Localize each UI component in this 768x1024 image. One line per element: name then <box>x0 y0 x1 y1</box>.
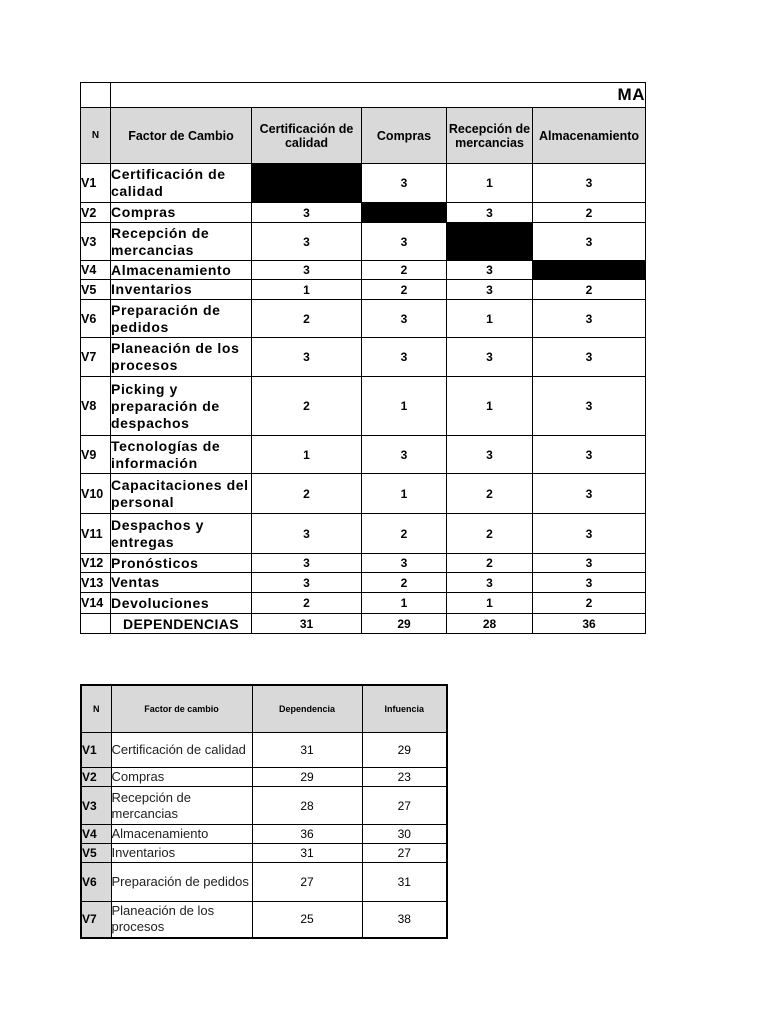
influence-value: 3 <box>533 474 646 514</box>
row-id: V3 <box>81 223 111 261</box>
influence-value: 3 <box>533 573 646 593</box>
row-factor-name: Almacenamiento <box>111 825 252 844</box>
row-id: V4 <box>81 825 111 844</box>
influence-value: 2 <box>533 593 646 614</box>
influence-value: 3 <box>533 377 646 436</box>
row-factor-name: Inventarios <box>111 844 252 863</box>
row-factor-name: Preparación de pedidos <box>111 863 252 902</box>
influence-value: 3 <box>447 261 533 280</box>
influencia-value: 30 <box>362 825 447 844</box>
influence-value: 3 <box>362 436 447 474</box>
summary-row <box>81 733 447 768</box>
row-id: V10 <box>81 474 111 514</box>
diagonal-cell <box>533 261 646 280</box>
matrix-row <box>81 377 646 436</box>
header-recepcion: Recepción de mercancias <box>447 108 533 164</box>
row-id: V1 <box>81 733 111 768</box>
influence-value: 2 <box>533 203 646 223</box>
influence-value: 3 <box>533 223 646 261</box>
influence-value: 3 <box>533 436 646 474</box>
influence-matrix-table <box>80 82 646 634</box>
summary-header-factor: Factor de cambio <box>111 685 252 733</box>
totals-blank-cell <box>81 614 111 634</box>
influence-value: 3 <box>252 261 362 280</box>
matrix-row <box>81 436 646 474</box>
row-factor-name: Compras <box>111 203 252 223</box>
influence-value: 3 <box>362 223 447 261</box>
diagonal-cell <box>252 164 362 203</box>
matrix-row <box>81 338 646 377</box>
total-value: 31 <box>252 614 362 634</box>
totals-label: DEPENDENCIAS <box>111 614 252 634</box>
row-factor-name: Devoluciones <box>111 593 252 614</box>
header-certificacion: Certificación de calidad <box>252 108 362 164</box>
matrix-row <box>81 261 646 280</box>
row-factor-name: Despachos y entregas <box>111 514 252 554</box>
influence-value: 3 <box>252 554 362 573</box>
influence-value: 3 <box>252 573 362 593</box>
matrix-title: MA <box>111 83 646 108</box>
total-value: 36 <box>533 614 646 634</box>
influence-value: 2 <box>362 280 447 300</box>
diagonal-cell <box>362 203 447 223</box>
row-factor-name: Capacitaciones del personal <box>111 474 252 514</box>
row-id: V4 <box>81 261 111 280</box>
matrix-row <box>81 203 646 223</box>
header-n: N <box>81 108 111 164</box>
row-factor-name: Almacenamiento <box>111 261 252 280</box>
header-factor: Factor de Cambio <box>111 108 252 164</box>
dependencia-value: 28 <box>252 787 362 825</box>
summary-header-influencia: Infuencia <box>362 685 447 733</box>
row-factor-name: Tecnologías de información <box>111 436 252 474</box>
row-factor-name: Pronósticos <box>111 554 252 573</box>
influencia-value: 29 <box>362 733 447 768</box>
total-value: 29 <box>362 614 447 634</box>
dependencia-value: 29 <box>252 768 362 787</box>
total-value: 28 <box>447 614 533 634</box>
row-id: V8 <box>81 377 111 436</box>
influence-value: 3 <box>533 338 646 377</box>
row-factor-name: Ventas <box>111 573 252 593</box>
influence-value: 3 <box>362 338 447 377</box>
influencia-value: 27 <box>362 787 447 825</box>
dependencia-value: 31 <box>252 844 362 863</box>
matrix-title-row <box>81 83 646 108</box>
row-factor-name: Planeación de los procesos <box>111 338 252 377</box>
influence-value: 3 <box>533 164 646 203</box>
influence-value: 2 <box>447 474 533 514</box>
summary-row <box>81 844 447 863</box>
row-id: V7 <box>81 338 111 377</box>
title-blank-cell <box>81 83 111 108</box>
row-id: V6 <box>81 300 111 338</box>
influence-value: 3 <box>252 338 362 377</box>
row-factor-name: Preparación de pedidos <box>111 300 252 338</box>
influence-value: 1 <box>362 593 447 614</box>
row-id: V9 <box>81 436 111 474</box>
row-id: V5 <box>81 844 111 863</box>
influence-value: 2 <box>252 377 362 436</box>
row-id: V11 <box>81 514 111 554</box>
dependencia-value: 25 <box>252 902 362 938</box>
influence-value: 3 <box>362 300 447 338</box>
row-id: V2 <box>81 203 111 223</box>
dependencia-value: 31 <box>252 733 362 768</box>
matrix-row <box>81 514 646 554</box>
influence-value: 3 <box>447 203 533 223</box>
influence-value: 1 <box>447 300 533 338</box>
influence-value: 3 <box>362 554 447 573</box>
dependencia-value: 27 <box>252 863 362 902</box>
matrix-row <box>81 300 646 338</box>
matrix-row <box>81 554 646 573</box>
influencia-value: 23 <box>362 768 447 787</box>
row-id: V14 <box>81 593 111 614</box>
summary-body <box>81 733 447 938</box>
influence-value: 1 <box>252 436 362 474</box>
influence-value: 2 <box>362 573 447 593</box>
row-factor-name: Inventarios <box>111 280 252 300</box>
row-id: V1 <box>81 164 111 203</box>
row-factor-name: Recepción de mercancias <box>111 223 252 261</box>
influencia-value: 38 <box>362 902 447 938</box>
influence-value: 3 <box>447 280 533 300</box>
summary-row <box>81 768 447 787</box>
matrix-row <box>81 573 646 593</box>
matrix-row <box>81 474 646 514</box>
row-id: V6 <box>81 863 111 902</box>
influence-value: 1 <box>447 377 533 436</box>
matrix-row <box>81 593 646 614</box>
dependency-influence-table <box>80 684 448 939</box>
row-factor-name: Certificación de calidad <box>111 733 252 768</box>
influence-value: 2 <box>362 261 447 280</box>
influence-value: 2 <box>252 474 362 514</box>
matrix-row <box>81 223 646 261</box>
summary-row <box>81 902 447 938</box>
row-factor-name: Recepción de mercancias <box>111 787 252 825</box>
row-id: V5 <box>81 280 111 300</box>
row-factor-name: Compras <box>111 768 252 787</box>
influencia-value: 31 <box>362 863 447 902</box>
row-factor-name: Picking y preparación de despachos <box>111 377 252 436</box>
influence-value: 3 <box>447 573 533 593</box>
influence-value: 3 <box>362 164 447 203</box>
influence-value: 1 <box>447 164 533 203</box>
summary-header-dependencia: Dependencia <box>252 685 362 733</box>
influencia-value: 27 <box>362 844 447 863</box>
row-id: V2 <box>81 768 111 787</box>
influence-value: 3 <box>252 514 362 554</box>
influence-value: 2 <box>447 554 533 573</box>
influence-value: 2 <box>362 514 447 554</box>
influence-value: 1 <box>447 593 533 614</box>
totals-row <box>81 614 646 634</box>
row-factor-name: Certificación de calidad <box>111 164 252 203</box>
summary-header-n: N <box>81 685 111 733</box>
row-id: V3 <box>81 787 111 825</box>
influence-value: 1 <box>362 474 447 514</box>
influence-value: 3 <box>252 223 362 261</box>
influence-value: 2 <box>252 300 362 338</box>
row-id: V13 <box>81 573 111 593</box>
header-almacenamiento: Almacenamiento <box>533 108 646 164</box>
summary-row <box>81 787 447 825</box>
dependencia-value: 36 <box>252 825 362 844</box>
influence-value: 1 <box>252 280 362 300</box>
header-compras: Compras <box>362 108 447 164</box>
influence-value: 3 <box>252 203 362 223</box>
influence-value: 1 <box>362 377 447 436</box>
diagonal-cell <box>447 223 533 261</box>
influence-value: 3 <box>447 436 533 474</box>
summary-row <box>81 825 447 844</box>
matrix-body <box>81 164 646 614</box>
summary-header-row <box>81 685 447 733</box>
summary-row <box>81 863 447 902</box>
row-id: V12 <box>81 554 111 573</box>
influence-value: 3 <box>533 514 646 554</box>
matrix-row <box>81 280 646 300</box>
row-id: V7 <box>81 902 111 938</box>
matrix-header-row <box>81 108 646 164</box>
row-factor-name: Planeación de los procesos <box>111 902 252 938</box>
influence-value: 2 <box>533 280 646 300</box>
matrix-row <box>81 164 646 203</box>
influence-value: 3 <box>533 554 646 573</box>
influence-value: 2 <box>252 593 362 614</box>
influence-value: 3 <box>447 338 533 377</box>
influence-value: 3 <box>533 300 646 338</box>
influence-value: 2 <box>447 514 533 554</box>
